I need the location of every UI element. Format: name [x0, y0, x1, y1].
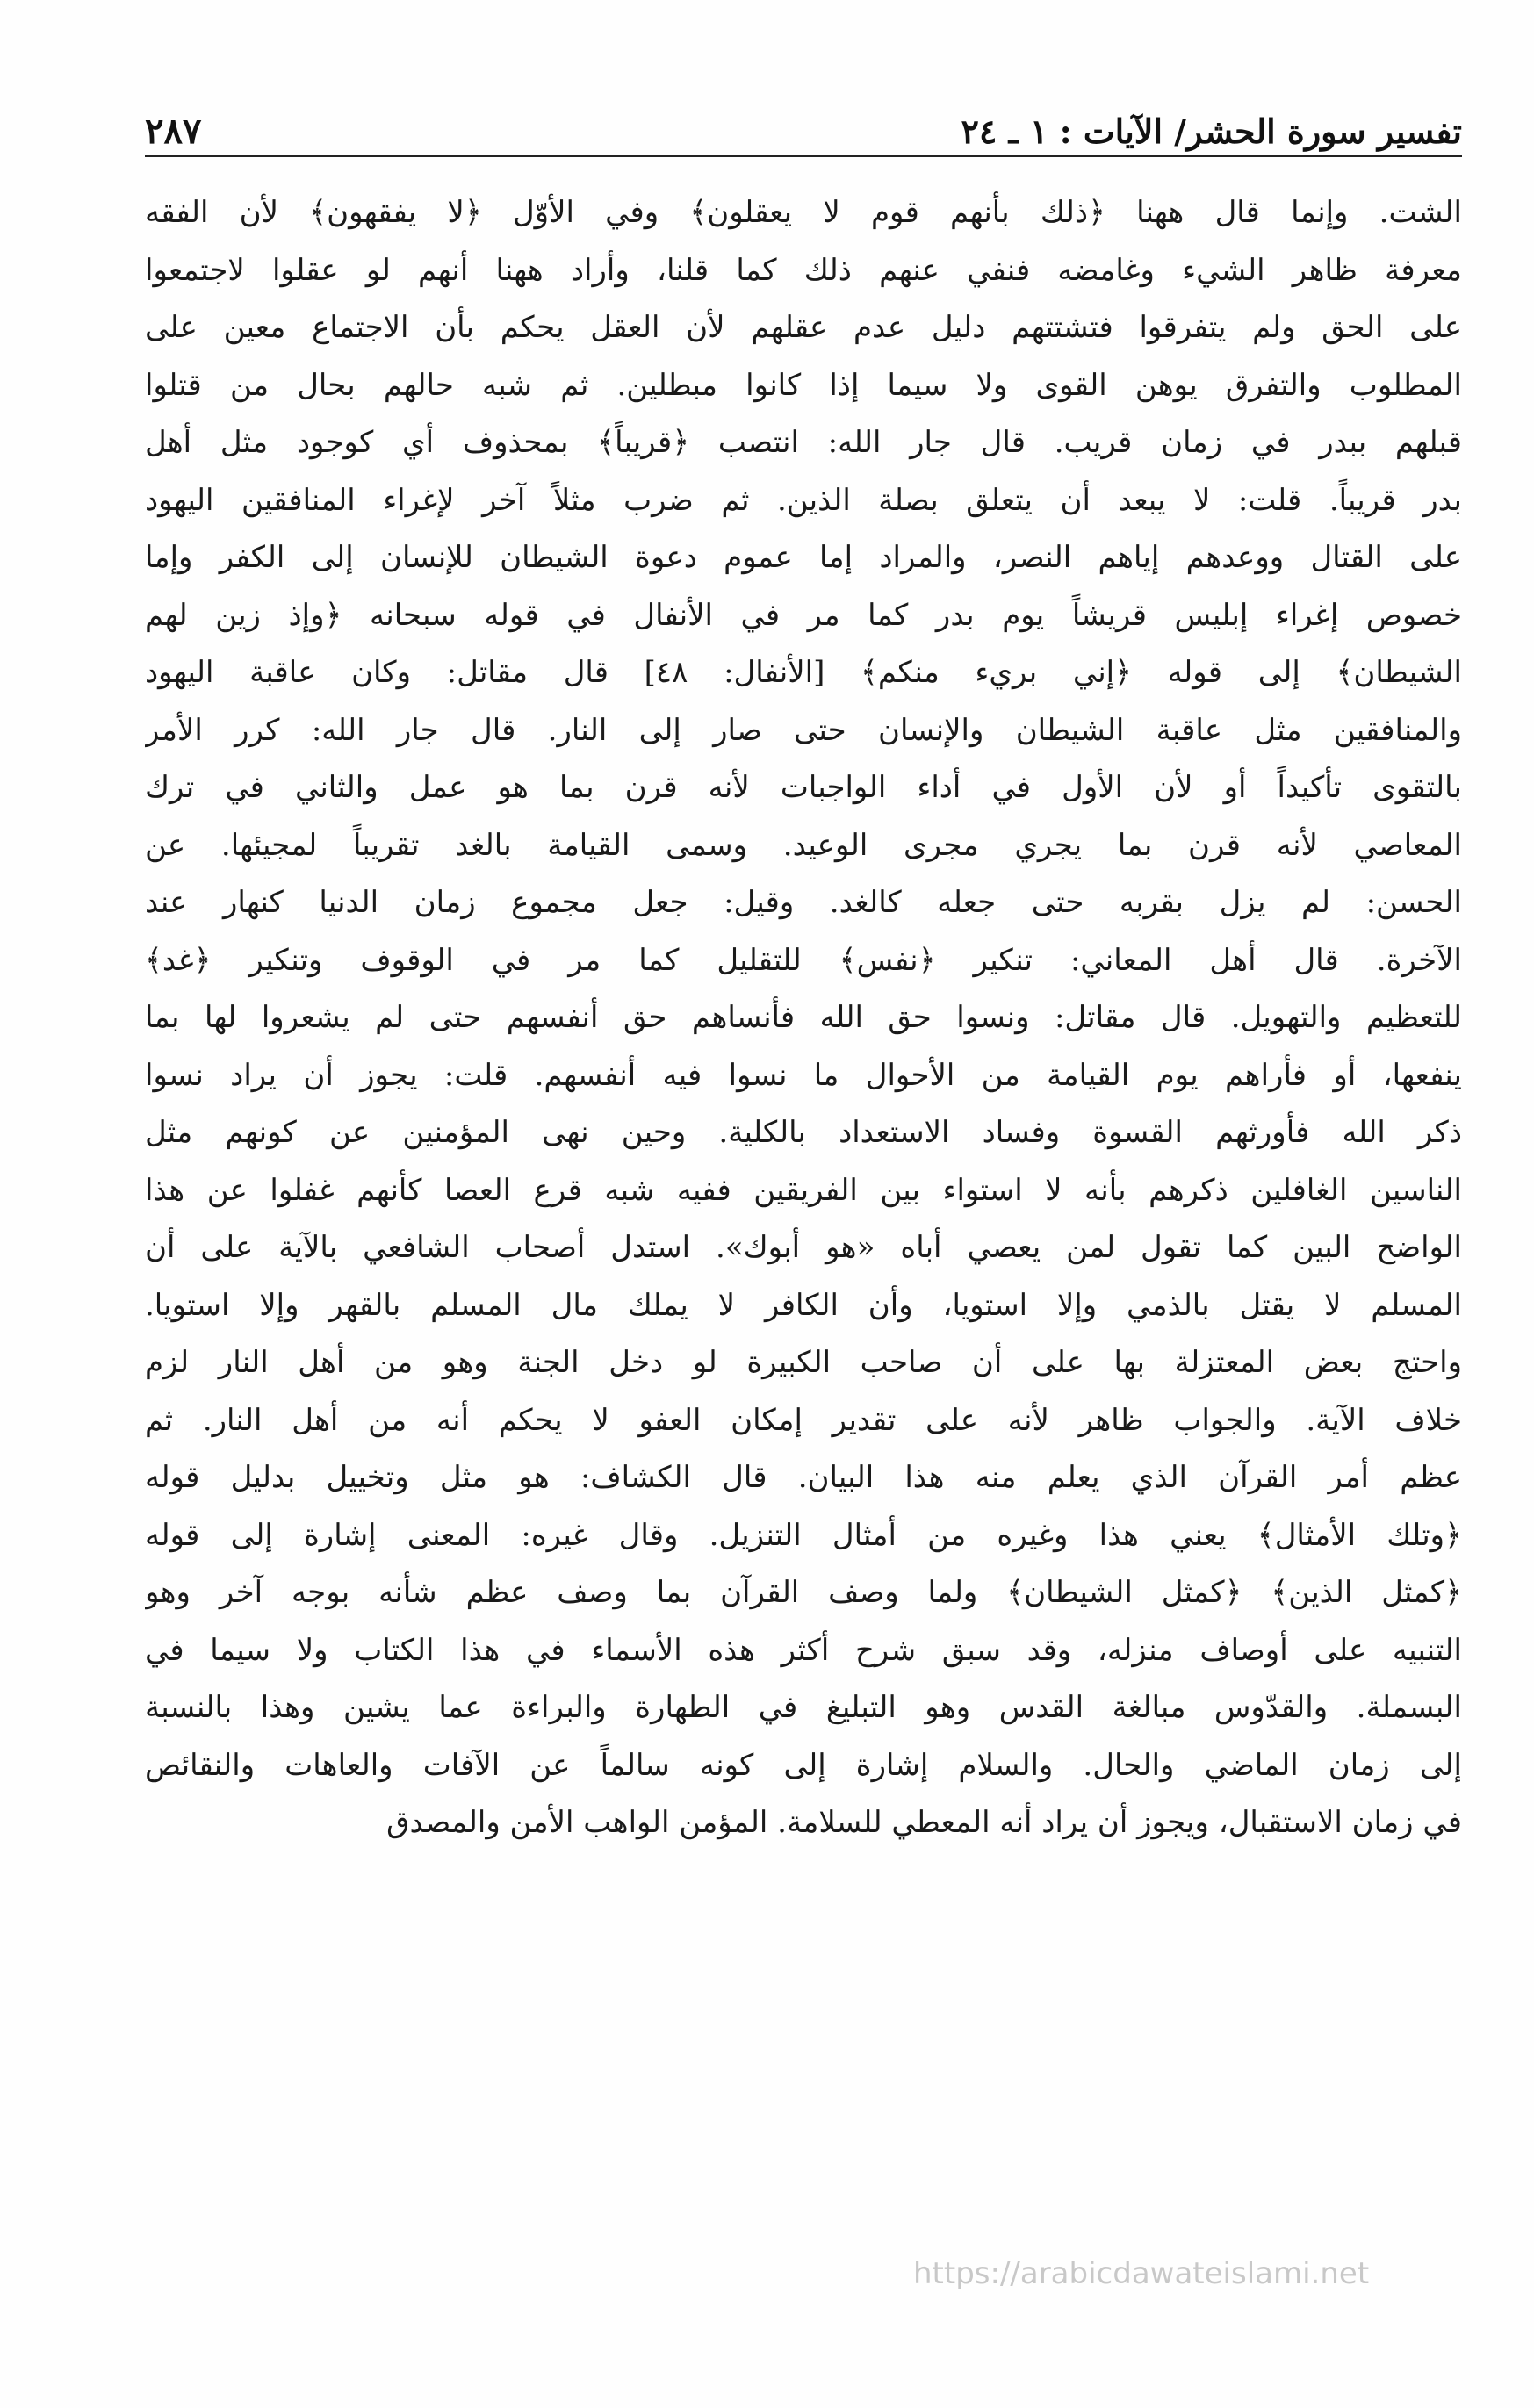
text-line: ذكر الله فأورثهم القسوة وفساد الاستعداد بالكلية. وحين نهى المؤمنين عن كونهم مثل [145, 1115, 1462, 1150]
text-line: بدر قريباً. قلت: لا يبعد أن يتعلق بصلة الذين. ثم ضرب مثلاً آخر لإغراء المنافقين اليهود [145, 482, 1462, 518]
text-line: عظم أمر القرآن الذي يعلم منه هذا البيان. قال الكشاف: هو مثل وتخييل بدليل قوله [145, 1460, 1462, 1495]
text-line: قبلهم ببدر في زمان قريب. قال جار الله: انتصب ﴿قريباً﴾ بمحذوف أي كوجود مثل أهل [145, 425, 1462, 460]
text-line: الشت. وإنما قال ههنا ﴿ذلك بأنهم قوم لا يعقلون﴾ وفي الأوّل ﴿لا يفقهون﴾ لأن الفقه [145, 195, 1462, 230]
page-number: ٢٨٧ [145, 111, 202, 152]
text-line: واحتج بعض المعتزلة بها على أن صاحب الكبيرة لو دخل الجنة وهو من أهل النار لزم [145, 1345, 1462, 1380]
text-line: في زمان الاستقبال، ويجوز أن يراد أنه المعطي للسلامة. المؤمن الواهب الأمن والمصدق [386, 1805, 1462, 1840]
text-line: الحسن: لم يزل بقربه حتى جعله كالغد. وقيل: جعل مجموع زمان الدنيا كنهار عند [145, 885, 1462, 920]
watermark: https://arabicdawateislami.net [913, 2256, 1370, 2291]
text-line: بالتقوى تأكيداً أو لأن الأول في أداء الواجبات لأنه قرن بما هو عمل والثاني في ترك [145, 770, 1462, 805]
header-rule [145, 155, 1462, 157]
text-line: إلى زمان الماضي والحال. والسلام إشارة إلى كونه سالماً عن الآفات والعاهات والنقائص [145, 1747, 1462, 1783]
text-line: معرفة ظاهر الشيء وغامضه فنفي عنهم ذلك كما قلنا، وأراد ههنا أنهم لو عقلوا لاجتمعوا [145, 252, 1462, 288]
text-line: ينفعها، أو فأراهم يوم القيامة من الأحوال ما نسوا فيه أنفسهم. قلت: يجوز أن يراد نسوا [145, 1057, 1462, 1093]
text-line: التنبيه على أوصاف منزله، وقد سبق شرح أكثر هذه الأسماء في هذا الكتاب ولا سيما في [145, 1632, 1462, 1668]
text-line: ﴿كمثل الذين﴾ ﴿كمثل الشيطان﴾ ولما وصف القرآن بما وصف عظم شأنه بوجه آخر وهو [145, 1575, 1462, 1610]
text-line: خلاف الآية. والجواب ظاهر لأنه على تقدير إمكان العفو لا يحكم أنه من أهل النار. ثم [145, 1402, 1462, 1438]
body-text [145, 184, 1462, 1852]
text-line: ﴿وتلك الأمثال﴾ يعني هذا وغيره من أمثال التنزيل. وقال غيره: المعنى إشارة إلى قوله [145, 1517, 1462, 1553]
text-line: خصوص إغراء إبليس قريشاً يوم بدر كما مر في الأنفال في قوله سبحانه ﴿وإذ زين لهم [145, 597, 1462, 633]
text-line: على الحق ولم يتفرقوا فتشتتهم دليل عدم عقلهم لأن العقل يحكم بأن الاجتماع معين على [145, 310, 1462, 345]
page-header [145, 95, 1462, 151]
text-line: البسملة. والقدّوس مبالغة القدس وهو التبليغ في الطهارة والبراءة عما يشين وهذا بالنسبة [145, 1690, 1462, 1725]
text-line: المعاصي لأنه قرن بما يجري مجرى الوعيد. وسمى القيامة بالغد تقريباً لمجيئها. عن [145, 827, 1462, 863]
text-line: المسلم لا يقتل بالذمي وإلا استويا، وأن الكافر لا يملك مال المسلم بالقهر وإلا استويا. [145, 1287, 1462, 1323]
text-line: الشيطان﴾ إلى قوله ﴿إني بريء منكم﴾ [الأنفال: ٤٨] قال مقاتل: وكان عاقبة اليهود [145, 655, 1462, 690]
text-line: للتعظيم والتهويل. قال مقاتل: ونسوا حق الله فأنساهم حق أنفسهم حتى لم يشعروا لها بما [145, 1000, 1462, 1035]
text-line: المطلوب والتفرق يوهن القوى ولا سيما إذا كانوا مبطلين. ثم شبه حالهم بحال من قتلوا [145, 367, 1462, 403]
text-line: والمنافقين مثل عاقبة الشيطان والإنسان حتى صار إلى النار. قال جار الله: كرر الأمر [145, 712, 1462, 748]
running-title: تفسير سورة الحشر/ الآيات : ١ ـ ٢٤ [961, 111, 1462, 151]
text-line: الناسين الغافلين ذكرهم بأنه لا استواء بين الفريقين ففيه شبه قرع العصا كأنهم غفلوا عن هذا [145, 1172, 1462, 1208]
text-line: الواضح البين كما تقول لمن يعصي أباه «هو أبوك». استدل أصحاب الشافعي بالآية على أن [145, 1230, 1462, 1265]
text-line: على القتال ووعدهم إياهم النصر، والمراد إما عموم دعوة الشيطان للإنسان إلى الكفر وإما [145, 540, 1462, 575]
text-line: الآخرة. قال أهل المعاني: تنكير ﴿نفس﴾ للتقليل كما مر في الوقوف وتنكير ﴿غد﴾ [145, 942, 1462, 978]
